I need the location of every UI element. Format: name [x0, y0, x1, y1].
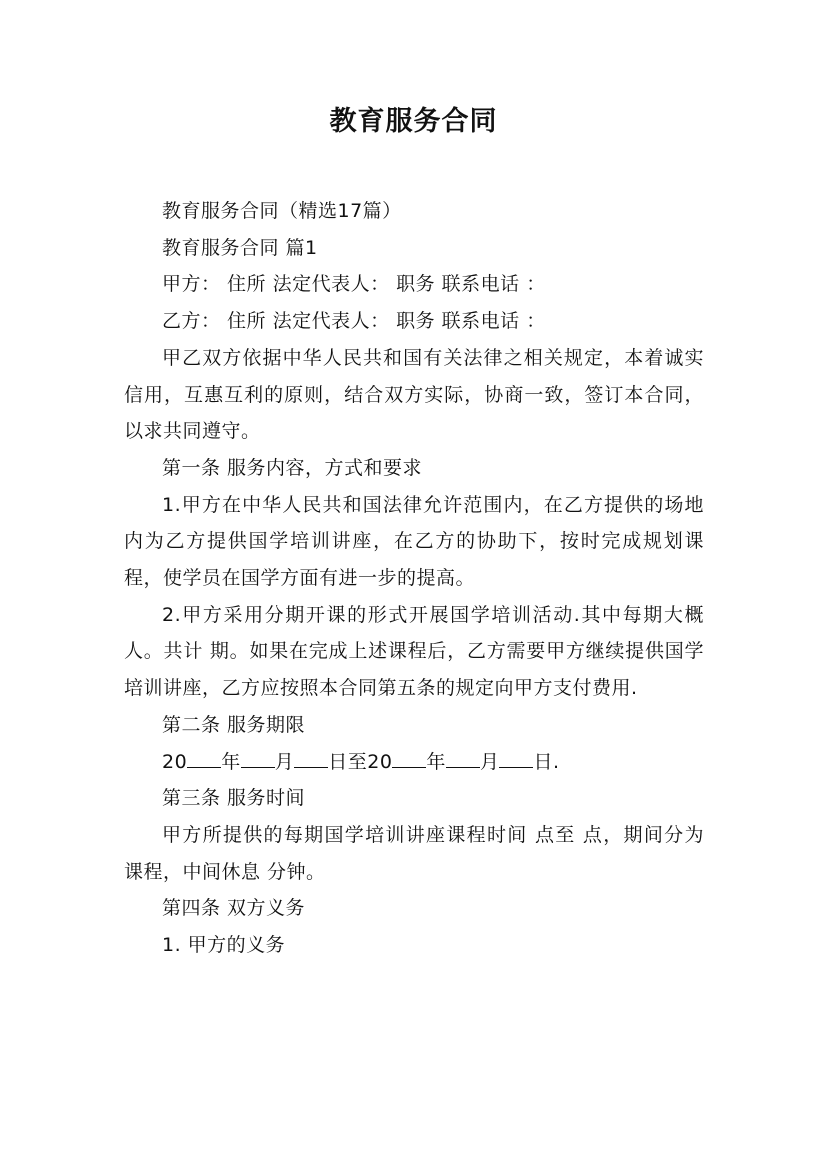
- section-2-title: 第二条 服务期限: [162, 713, 306, 736]
- section-1-item-1: 1.甲方在中华人民共和国法律允许范围内，在乙方提供的场地内为乙方提供国学培训讲座，在乙方的协助下，按时完成规划课程，使学员在国学方面有进一步的提高。: [124, 493, 704, 590]
- end-day-blank: [499, 749, 533, 768]
- end-month-blank: [446, 749, 480, 768]
- start-year-blank: [187, 749, 221, 768]
- term-start-prefix: 20: [162, 750, 188, 773]
- document-title: 教育服务合同: [329, 106, 498, 137]
- section-3-text: 甲方所提供的每期国学培训讲座课程时间 点至 点，期间分为 课程，中间休息 分钟。: [124, 823, 704, 883]
- end-year-blank: [392, 749, 426, 768]
- document-subtitle: 教育服务合同（精选17篇）: [162, 200, 402, 222]
- term-end-day-label: 日.: [533, 750, 560, 773]
- start-day-blank: [294, 749, 328, 768]
- term-end-year-label: 年: [426, 750, 446, 773]
- term-end-prefix: 20: [367, 750, 393, 773]
- term-start-year-label: 年: [221, 750, 241, 773]
- section-3-title: 第三条 服务时间: [162, 787, 306, 810]
- section-4-item-1: 1. 甲方的义务: [162, 934, 286, 957]
- term-start-month-label: 月: [274, 750, 295, 773]
- service-term-line: [124, 744, 704, 781]
- party-a-line: 甲方： 住所 法定代表人： 职务 联系电话 ：: [162, 273, 546, 296]
- party-b-line: 乙方： 住所 法定代表人： 职务 联系电话 ：: [162, 310, 546, 333]
- section-1-title: 第一条 服务内容，方式和要求: [162, 456, 423, 479]
- start-month-blank: [241, 749, 275, 768]
- term-end-month-label: 月: [479, 750, 500, 773]
- article-heading: 教育服务合同 篇1: [162, 236, 318, 259]
- section-4-title: 第四条 双方义务: [162, 897, 306, 920]
- document-body: [124, 193, 704, 964]
- section-1-item-2: 2.甲方采用分期开课的形式开展国学培训活动.其中每期大概 人。共计 期。如果在完成上述课程后，乙方需要甲方继续提供国学培训讲座，乙方应按照本合同第五条的规定向甲方支付费用.: [124, 603, 704, 700]
- preamble-paragraph: 甲乙双方依据中华人民共和国有关法律之相关规定，本着诚实信用，互惠互利的原则，结合双方实际，协商一致，签订本合同，以求共同遵守。: [124, 346, 704, 443]
- term-start-day-label: 日至: [328, 750, 368, 773]
